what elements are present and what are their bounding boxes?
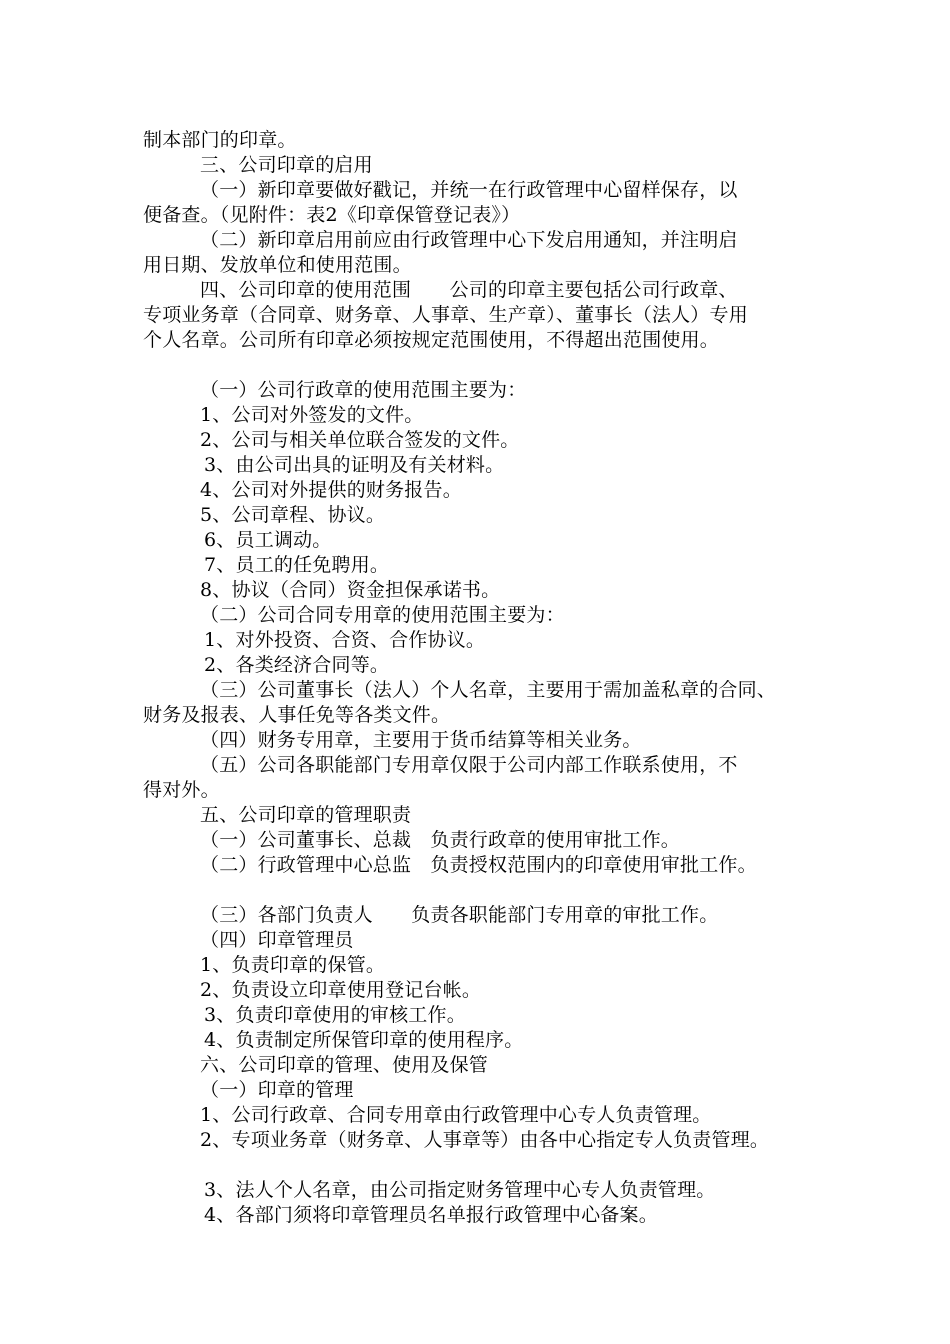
list-item: 2、专项业务章（财务章、人事章等）由各中心指定专人负责管理。 — [200, 1129, 770, 1151]
list-item: 8、协议（合同）资金担保承诺书。 — [200, 579, 501, 601]
list-item: 2、公司与相关单位联合签发的文件。 — [200, 429, 520, 451]
text-line: （三）公司董事长（法人）个人名章，主要用于需加盖私章的合同、 — [200, 679, 777, 701]
list-item: 7、员工的任免聘用。 — [204, 554, 390, 576]
text-line: 专项业务章（合同章、财务章、人事章、生产章）、董事长（法人）专用 — [143, 304, 748, 326]
list-item: 2、各类经济合同等。 — [204, 654, 390, 676]
list-item: 3、法人个人名章，由公司指定财务管理中心专人负责管理。 — [204, 1179, 716, 1201]
subsection-heading: （一）印章的管理 — [200, 1079, 354, 1101]
list-item: 1、对外投资、合资、合作协议。 — [204, 629, 486, 651]
list-item: 6、员工调动。 — [204, 529, 332, 551]
text-line: 财务及报表、人事任免等各类文件。 — [143, 704, 451, 726]
text-line: 个人名章。公司所有印章必须按规定范围使用，不得超出范围使用。 — [143, 329, 720, 351]
section-heading: 六、公司印章的管理、使用及保管 — [200, 1054, 489, 1076]
list-item: 2、负责设立印章使用登记台帐。 — [200, 979, 482, 1001]
text-line: （三）各部门负责人 负责各职能部门专用章的审批工作。 — [200, 904, 719, 926]
subsection-heading: （二）公司合同专用章的使用范围主要为： — [200, 604, 565, 626]
list-item: 1、公司行政章、合同专用章由行政管理中心专人负责管理。 — [200, 1104, 712, 1126]
list-item: 3、负责印章使用的审核工作。 — [204, 1004, 466, 1026]
text-line: （四）财务专用章，主要用于货币结算等相关业务。 — [200, 729, 642, 751]
list-item: 5、公司章程、协议。 — [200, 504, 386, 526]
text-line: （一）新印章要做好戳记，并统一在行政管理中心留样保存，以 — [200, 179, 738, 201]
section-heading: 三、公司印章的启用 — [200, 154, 373, 176]
list-item: 1、公司对外签发的文件。 — [200, 404, 424, 426]
section-heading: 四、公司印章的使用范围 公司的印章主要包括公司行政章、 — [200, 279, 738, 301]
list-item: 4、负责制定所保管印章的使用程序。 — [204, 1029, 524, 1051]
text-line: 便备查。（见附件：表2《印章保管登记表》） — [143, 204, 521, 226]
list-item: 4、各部门须将印章管理员名单报行政管理中心备案。 — [204, 1204, 658, 1226]
text-line: 得对外。 — [143, 779, 220, 801]
section-heading: 五、公司印章的管理职责 — [200, 804, 412, 826]
text-line: （五）公司各职能部门专用章仅限于公司内部工作联系使用，不 — [200, 754, 738, 776]
list-item: 1、负责印章的保管。 — [200, 954, 386, 976]
subsection-heading: （一）公司行政章的使用范围主要为： — [200, 379, 527, 401]
text-line: （二）行政管理中心总监 负责授权范围内的印章使用审批工作。 — [200, 854, 757, 876]
list-item: 3、由公司出具的证明及有关材料。 — [204, 454, 505, 476]
text-line: （一）公司董事长、总裁 负责行政章的使用审批工作。 — [200, 829, 681, 851]
text-line: 用日期、发放单位和使用范围。 — [143, 254, 412, 276]
subsection-heading: （四）印章管理员 — [200, 929, 354, 951]
list-item: 4、公司对外提供的财务报告。 — [200, 479, 462, 501]
text-line: （二）新印章启用前应由行政管理中心下发启用通知，并注明启 — [200, 229, 738, 251]
text-line: 制本部门的印章。 — [143, 129, 297, 151]
